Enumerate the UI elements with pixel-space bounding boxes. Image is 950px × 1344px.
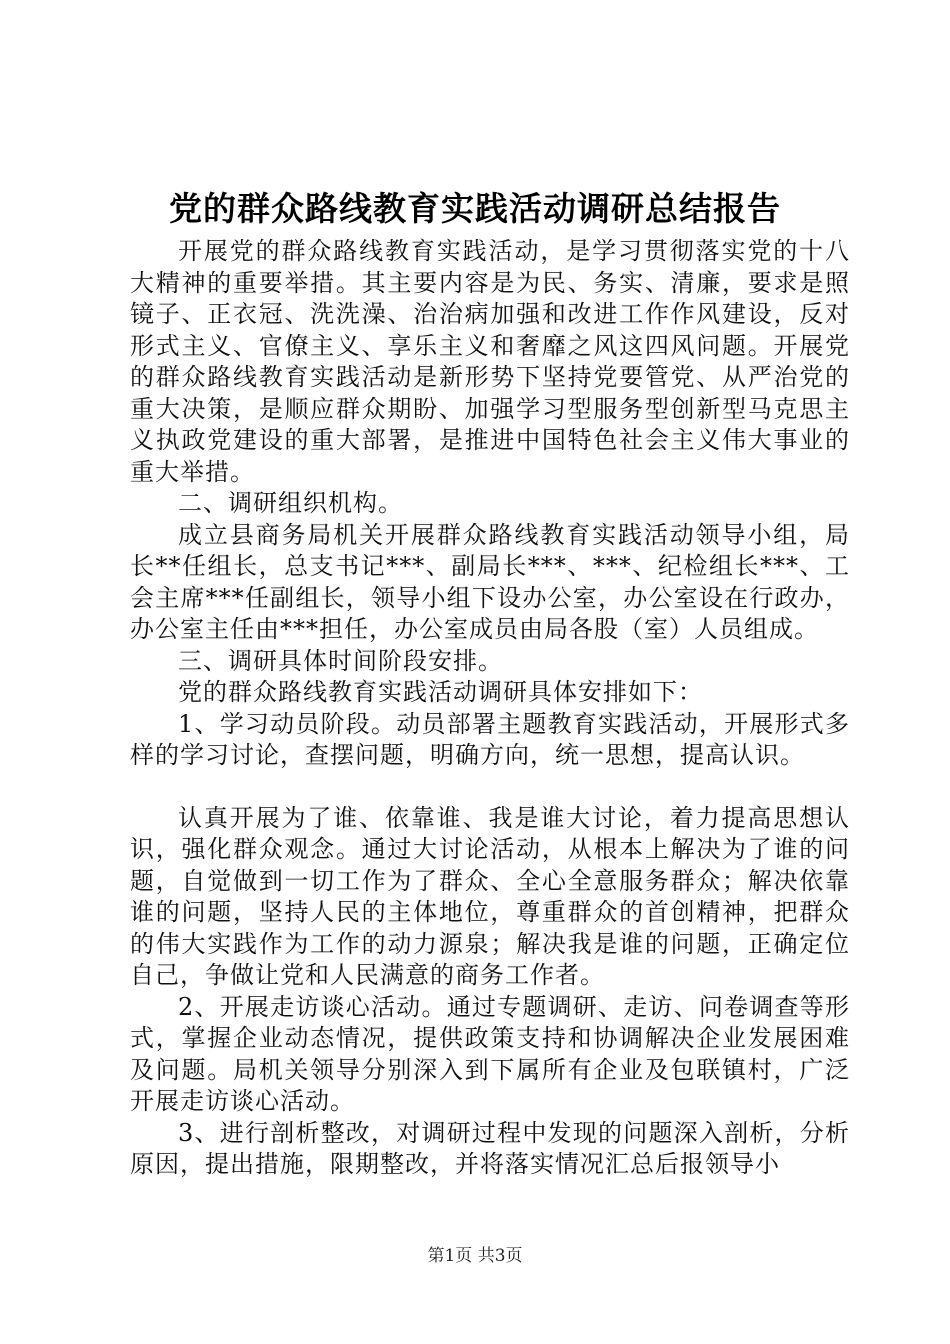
- paragraph-heading-3: 三、调研具体时间阶段安排。: [178, 646, 503, 675]
- paragraph-stage-2: 2、开展走访谈心活动。通过专题调研、走访、问卷调查等形式，掌握企业动态情况，提供政策支持和协调解决企业发展困难及问题。局机关领导分别深入到下属所有企业及包联镇村，广泛开展走访谈心活动。: [130, 992, 850, 1115]
- paragraph-organization: 成立县商务局机关开展群众路线教育实践活动领导小组，局长**任组长，总支书记***、副局长***、***、纪检组长***、工会主席***任副组长，领导小组下设办公室，办公室设在行政办，办公室主任由***担任，办公室成员由局各股（室）人员组成。: [130, 520, 850, 643]
- paragraph-stage-1: 1、学习动员阶段。动员部署主题教育实践活动，开展形式多样的学习讨论，查摆问题，明确方向，统一思想，提高认识。: [130, 709, 850, 769]
- document-body: [130, 236, 850, 1181]
- paragraph-intro: 开展党的群众路线教育实践活动，是学习贯彻落实党的十八大精神的重要举措。其主要内容是为民、务实、清廉，要求是照镜子、正衣冠、洗洗澡、治治病加强和改进工作作风建设，反对形式主义、官僚主义、享乐主义和奢靡之风这四风问题。开展党的群众路线教育实践活动是新形势下坚持党要管党、从严治党的重大决策，是顺应群众期盼、加强学习型服务型创新型马克思主义执政党建设的重大部署，是推进中国特色社会主义伟大事业的重大举措。: [130, 237, 850, 486]
- paragraph-heading-2: 二、调研组织机构。: [178, 489, 403, 517]
- document-title: 党的群众路线教育实践活动调研总结报告: [169, 189, 781, 228]
- paragraph-discussion: 认真开展为了谁、依靠谁、我是谁大讨论，着力提高思想认识，强化群众观念。通过大讨论活动，从根本上解决为了谁的问题，自觉做到一切工作为了群众、全心全意服务群众；解决依靠谁的问题，坚持人民的主体地位，尊重群众的首创精神，把群众的伟大实践作为工作的动力源泉；解决我是谁的问题，正确定位自己，争做让党和人民满意的商务工作者。: [130, 803, 850, 989]
- page-number-footer: 第1页 共3页: [427, 1246, 523, 1266]
- paragraph-stage-3: 3、进行剖析整改，对调研过程中发现的问题深入剖析，分析原因，提出措施，限期整改，并将落实情况汇总后报领导小: [130, 1118, 850, 1178]
- paragraph-schedule-intro: 党的群众路线教育实践活动调研具体安排如下：: [178, 678, 703, 706]
